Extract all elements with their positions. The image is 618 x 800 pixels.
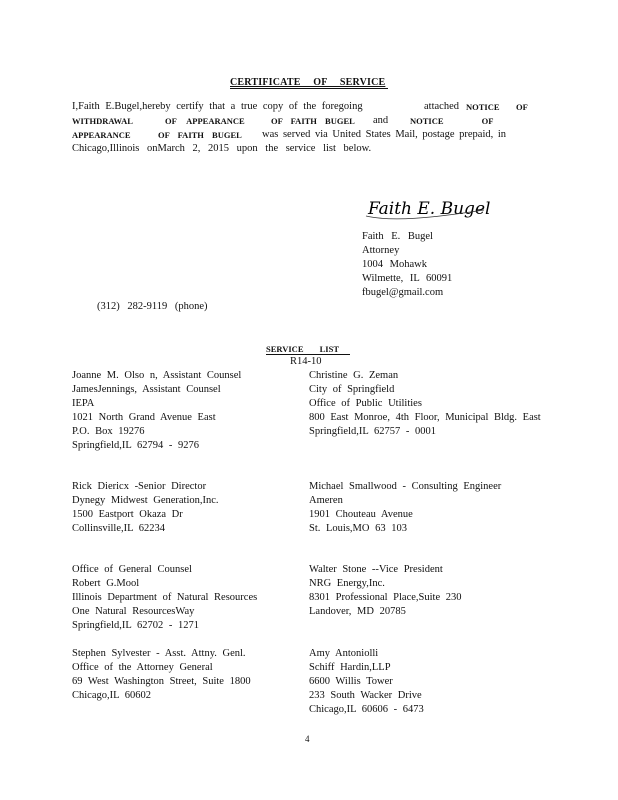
entry-line: 6600 Willis Tower <box>309 676 393 687</box>
entry-line: Chicago,IL 60606 - 6473 <box>309 704 424 715</box>
signature-block <box>362 230 452 300</box>
entry-line: 69 West Washington Street, Suite 1800 <box>72 676 251 687</box>
entry-line: P.O. Box 19276 <box>72 426 145 437</box>
cert-line2-withdrawal: WITHDRAWAL <box>72 116 133 126</box>
entry-line: 8301 Professional Place,Suite 230 <box>309 592 462 603</box>
cert-line3-text: was served via United States Mail, postage prepaid, in <box>262 129 507 140</box>
entry-line: Schiff Hardin,LLP <box>309 662 391 673</box>
entry-line: Robert G.Mool <box>72 578 140 589</box>
cert-line1-of: OF <box>516 102 528 112</box>
cert-line3-of-faith-bugel: OF FAITH BUGEL <box>158 130 242 140</box>
entry-line: One Natural ResourcesWay <box>72 606 195 617</box>
service-list-heading: SERVICE LIST <box>266 344 339 354</box>
service-entry-left <box>72 369 241 453</box>
title-underline <box>230 88 388 89</box>
cert-line3-appearance: APPEARANCE <box>72 130 131 140</box>
entry-line: Stephen Sylvester - Asst. Attny. Genl. <box>72 648 246 659</box>
page-number: 4 <box>305 734 310 744</box>
entry-line: Joanne M. Olso n, Assistant Counsel <box>72 370 242 381</box>
entry-line: IEPA <box>72 398 95 409</box>
cert-line2-and: and <box>373 115 389 126</box>
entry-line: Landover, MD 20785 <box>309 606 406 617</box>
entry-line: Christine G. Zeman <box>309 370 399 381</box>
cert-line1-attached: attached <box>424 101 459 112</box>
cert-line1-notice: NOTICE <box>466 102 500 112</box>
cert-line2-of-faith: OF FAITH BUGEL <box>271 116 355 126</box>
entry-line: St. Louis,MO 63 103 <box>309 523 407 534</box>
entry-line: Office of the Attorney General <box>72 662 213 673</box>
cert-line1-text: I,Faith E.Bugel,hereby certify that a true copy of the foregoing <box>72 101 363 112</box>
phone-number: (312) 282-9119 (phone) <box>97 301 208 312</box>
entry-line: 800 East Monroe, 4th Floor, Municipal Bldg. East <box>309 412 541 423</box>
entry-line: 233 South Wacker Drive <box>309 690 422 701</box>
entry-line: Dynegy Midwest Generation,Inc. <box>72 495 219 506</box>
cert-line4-text: Chicago,Illinois onMarch 2, 2015 upon the service list below. <box>72 143 372 154</box>
docket-number: R14-10 <box>290 356 322 367</box>
cert-line2-notice-of: NOTICE OF <box>410 116 494 126</box>
service-entry-right <box>309 480 501 536</box>
entry-line: 1021 North Grand Avenue East <box>72 412 216 423</box>
signer-address-line2: Wilmette, IL 60091 <box>362 273 453 284</box>
entry-line: Springfield,IL 62702 - 1271 <box>72 620 200 631</box>
entry-line: Ameren <box>309 495 343 506</box>
entry-line: Rick Diericx -Senior Director <box>72 481 207 492</box>
entry-line: Springfield,IL 62757 - 0001 <box>309 426 437 437</box>
entry-line: Chicago,IL 60602 <box>72 690 152 701</box>
certificate-title: CERTIFICATE OF SERVICE <box>230 77 386 88</box>
entry-line: NRG Energy,Inc. <box>309 578 385 589</box>
entry-line: Springfield,IL 62794 - 9276 <box>72 440 200 451</box>
entry-line: Collinsville,IL 62234 <box>72 523 166 534</box>
entry-line: JamesJennings, Assistant Counsel <box>72 384 221 395</box>
service-entry-left <box>72 647 251 703</box>
signer-email: fbugel@gmail.com <box>362 287 444 298</box>
signer-name: Faith E. Bugel <box>362 231 433 242</box>
signer-address-line1: 1004 Mohawk <box>362 259 427 270</box>
svg-text:Faith E. Bugel: Faith E. Bugel <box>368 199 491 219</box>
service-entry-right <box>309 563 461 619</box>
service-entry-right <box>309 369 541 439</box>
entry-line: City of Springfield <box>309 384 395 395</box>
entry-line: Walter Stone --Vice President <box>309 564 443 575</box>
cert-line2-of-appearance: OF APPEARANCE <box>165 116 245 126</box>
entry-line: Illinois Department of Natural Resources <box>72 592 258 603</box>
entry-line: Michael Smallwood - Consulting Engineer <box>309 481 502 492</box>
handwritten-signature <box>362 192 492 227</box>
entry-line: 1901 Chouteau Avenue <box>309 509 413 520</box>
signer-title: Attorney <box>362 245 400 256</box>
entry-line: Amy Antoniolli <box>309 648 379 659</box>
entry-line: Office of General Counsel <box>72 564 192 575</box>
service-entry-right <box>309 647 424 717</box>
service-entry-left <box>72 563 257 633</box>
service-entry-left <box>72 480 219 536</box>
entry-line: 1500 Eastport Okaza Dr <box>72 509 183 520</box>
entry-line: Office of Public Utilities <box>309 398 422 409</box>
